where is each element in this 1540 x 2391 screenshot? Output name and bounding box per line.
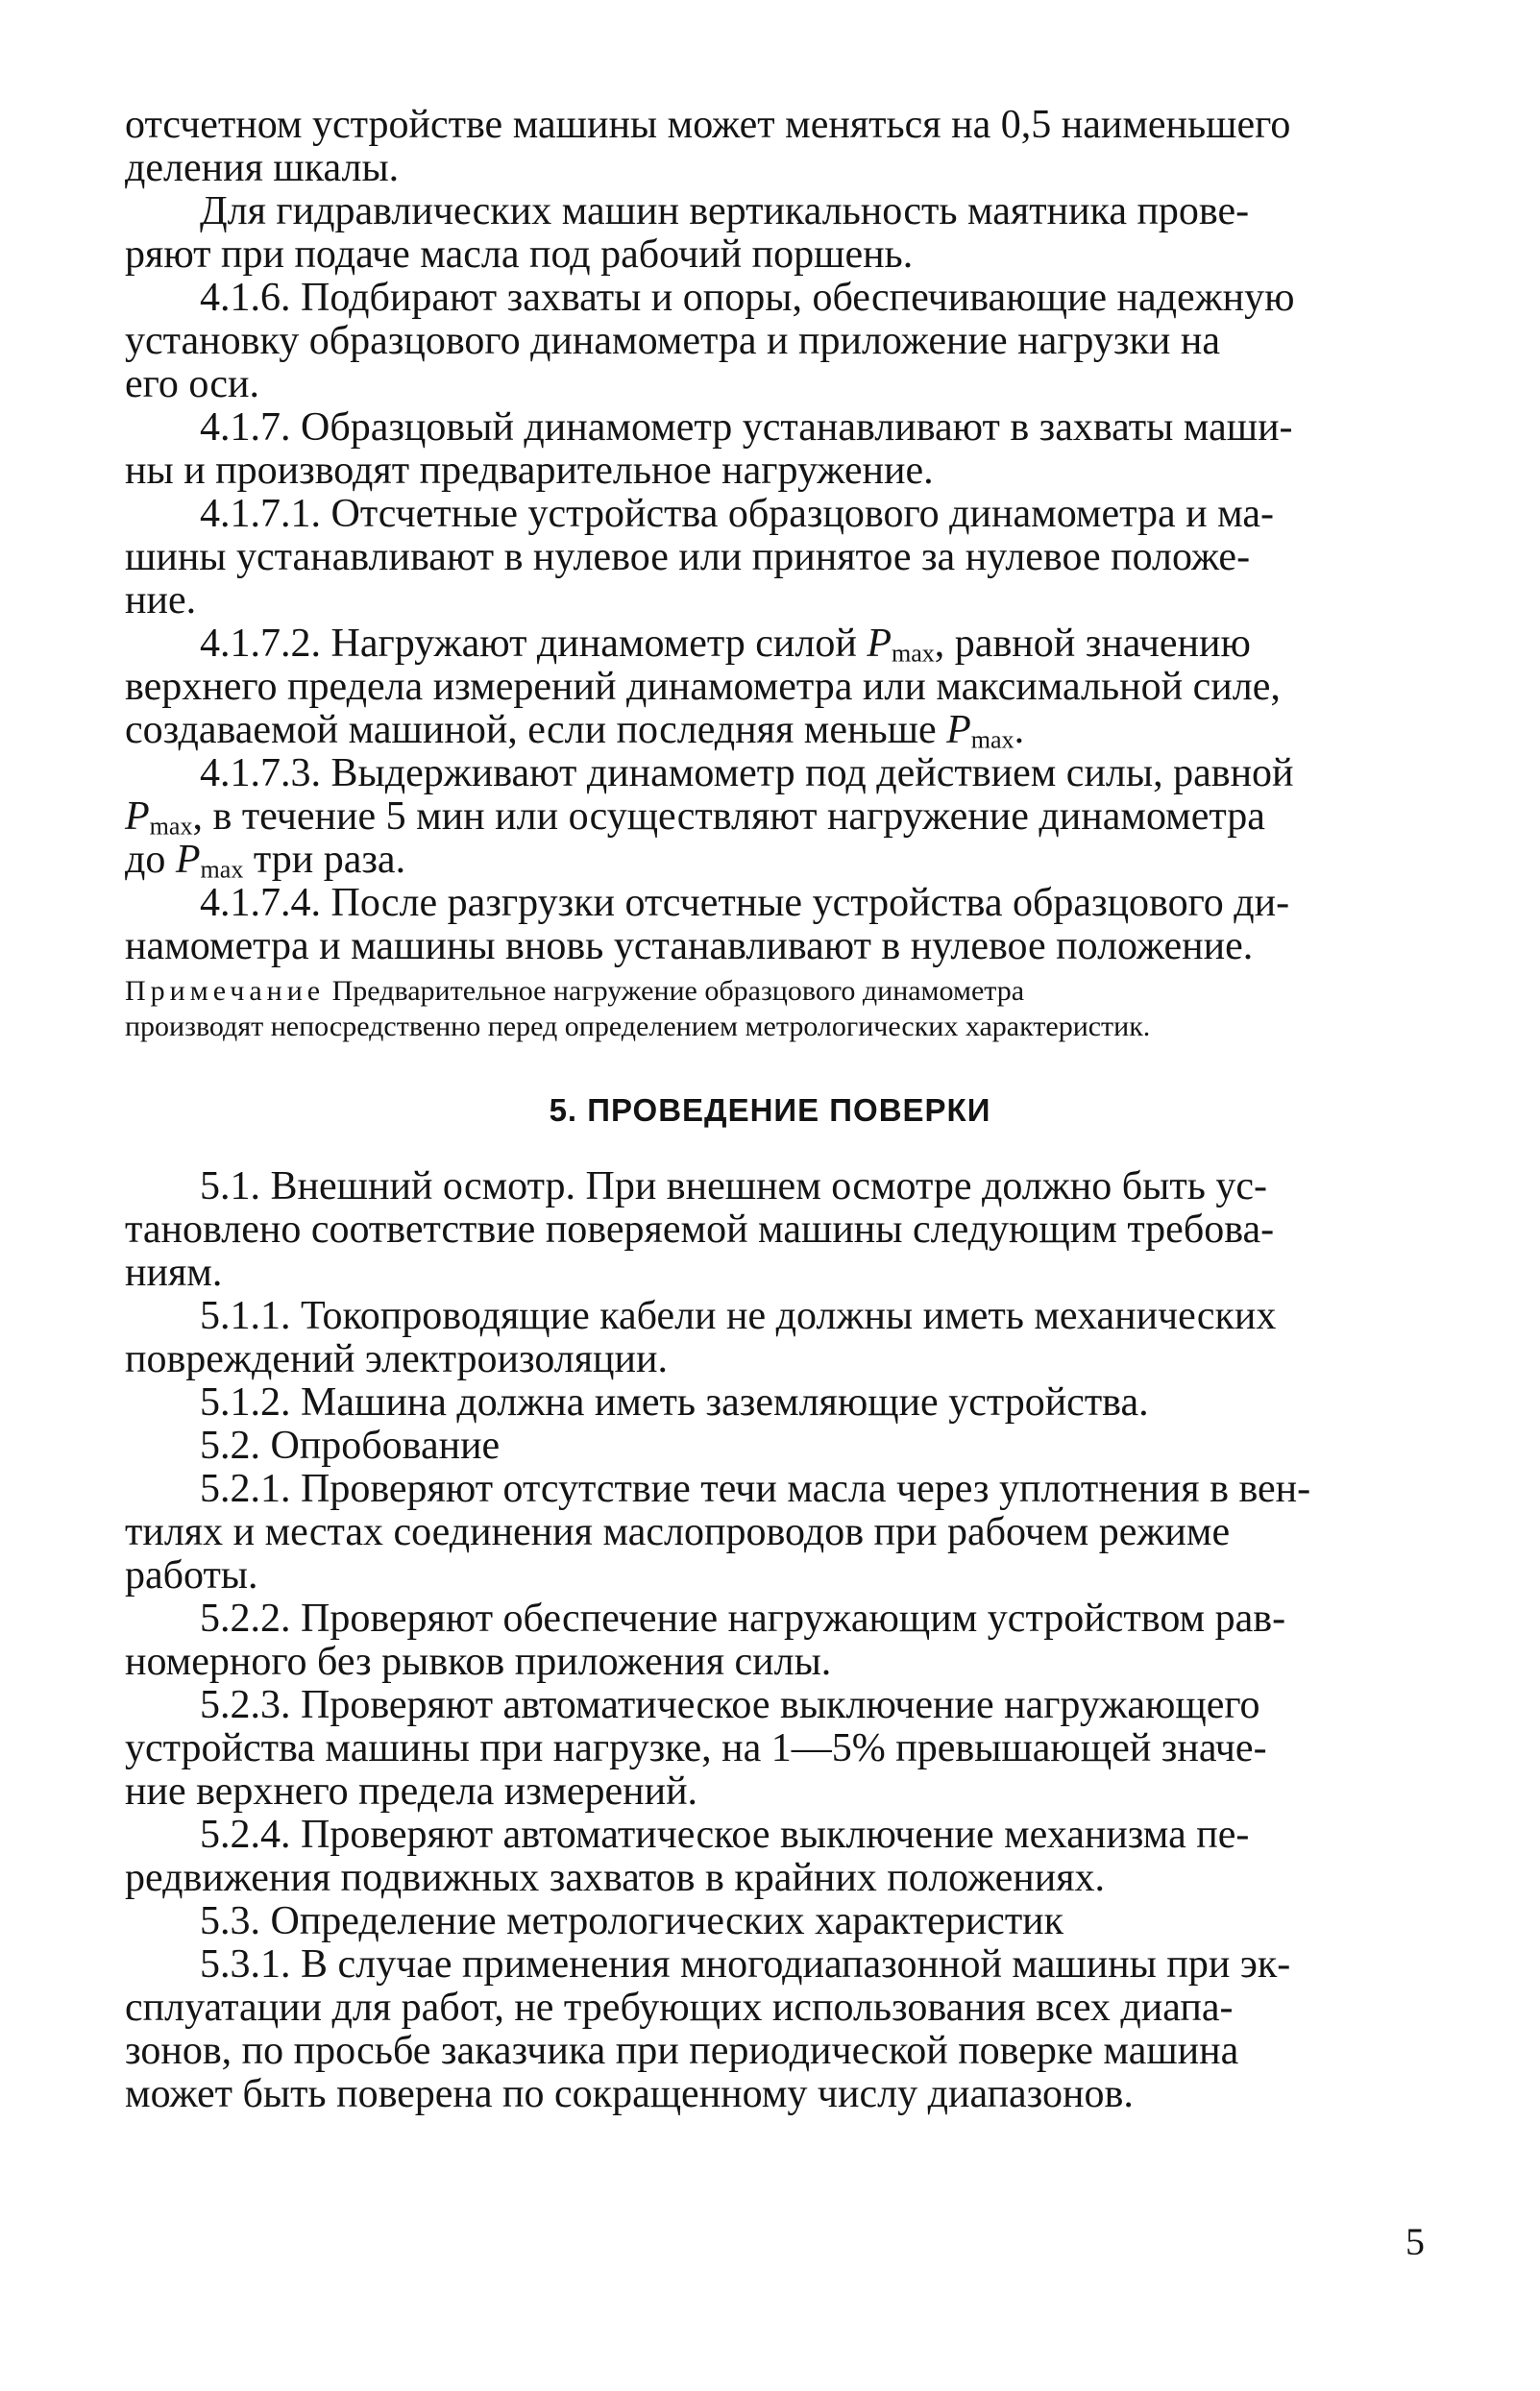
text-line: 5.2. Опробование — [200, 1424, 501, 1468]
text-line: ние. — [125, 578, 197, 622]
symbol-subscript: max — [200, 855, 244, 884]
text-line: 4.1.6. Подбирают захваты и опоры, обеспечивающие надежную — [200, 276, 1295, 320]
text-line: 5.1.1. Токопроводящие кабели не должны иметь механических — [200, 1294, 1277, 1338]
text-line: 4.1.7. Образцовый динамометр устанавливают в захваты маши- — [200, 405, 1293, 450]
text-line: деления шкалы. — [125, 146, 400, 190]
text-line: отсчетном устройстве машины может меняться на 0,5 наименьшего — [125, 103, 1291, 147]
text-fragment: три раза. — [253, 838, 406, 882]
text-line: намометра и машины вновь устанавливают в нулевое положение. — [125, 924, 1254, 968]
text-line: 5.2.1. Проверяют отсутствие течи масла через уплотнения в вен- — [200, 1467, 1311, 1511]
note-label: Примечание — [125, 975, 326, 1007]
text-line: повреждений электроизоляции. — [125, 1337, 668, 1381]
text-line: 5.1.2. Машина должна иметь заземляющие устройства. — [200, 1380, 1149, 1425]
symbol-p: P — [867, 622, 892, 666]
note-line — [125, 973, 1441, 1009]
text-line: 4.1.7.3. Выдерживают динамометр под действием силы, равной — [200, 751, 1294, 795]
text-line: 4.1.7.1. Отсчетные устройства образцового динамометра и ма- — [200, 492, 1275, 536]
text-line: номерного без рывков приложения силы. — [125, 1640, 832, 1684]
text-line: верхнего предела измерений динамометра или максимальной силе, — [125, 665, 1281, 709]
text-fragment: до — [125, 838, 166, 882]
text-line: его оси. — [125, 362, 259, 406]
text-line: сплуатации для работ, не требующих использования всех диапа- — [125, 1986, 1234, 2030]
text-fragment: , равной значению — [934, 622, 1251, 666]
text-fragment: 4.1.7.2. Нагружают динамометр силой — [200, 622, 857, 666]
symbol-subscript: max — [891, 639, 935, 668]
text-line: зонов, по просьбе заказчика при периодической поверке машина — [125, 2029, 1239, 2073]
text-line: ние верхнего предела измерений. — [125, 1769, 698, 1814]
symbol-subscript: max — [970, 725, 1014, 754]
text-line: ниям. — [125, 1251, 223, 1295]
text-line — [125, 795, 1441, 839]
text-line: 5.3. Определение метрологических характеристик — [200, 1899, 1064, 1943]
text-line: Для гидравлических машин вертикальность маятника прове- — [200, 189, 1250, 233]
text-line: 5.2.3. Проверяют автоматическое выключение нагружающего — [200, 1683, 1260, 1727]
text-line — [125, 709, 1441, 752]
section-4-text — [125, 104, 1441, 968]
text-fragment: , в течение 5 мин или осуществляют нагружение динамометра — [192, 794, 1265, 839]
note-text: Предварительное нагружение образцового динамометра — [325, 975, 1025, 1007]
text-line: редвижения подвижных захватов в крайних положениях. — [125, 1856, 1106, 1900]
text-line: может быть поверена по сокращенному числу диапазонов. — [125, 2072, 1134, 2116]
text-line: ны и производят предварительное нагружение. — [125, 449, 934, 493]
section-heading: 5. ПРОВЕДЕНИЕ ПОВЕРКИ — [549, 1092, 991, 1128]
note-block — [125, 973, 1441, 1044]
text-fragment: . — [1014, 708, 1025, 752]
text-line: 5.1. Внешний осмотр. При внешнем осмотре должно быть ус- — [200, 1164, 1267, 1208]
section-5-text — [125, 1165, 1441, 2116]
page-number: 5 — [1406, 2220, 1425, 2263]
text-line: 4.1.7.4. После разгрузки отсчетные устройства образцового ди- — [200, 881, 1290, 925]
symbol-p: P — [175, 838, 201, 882]
text-line — [125, 839, 1441, 882]
text-fragment: создаваемой машиной, если последняя меньше — [125, 708, 937, 752]
symbol-subscript: max — [149, 812, 193, 841]
text-line: шины устанавливают в нулевое или принятое за нулевое положе- — [125, 535, 1251, 579]
text-line: установку образцового динамометра и приложение нагрузки на — [125, 319, 1220, 363]
text-line — [125, 622, 1441, 666]
text-line: тилях и местах соединения маслопроводов при рабочем режиме — [125, 1510, 1231, 1554]
text-line: тановлено соответствие поверяемой машины следующим требова- — [125, 1208, 1275, 1252]
note-line: производят непосредственно перед определением метрологических характеристик. — [125, 1011, 1151, 1042]
symbol-p: P — [946, 708, 971, 752]
text-line: 5.2.4. Проверяют автоматическое выключение механизма пе- — [200, 1813, 1250, 1857]
text-line: работы. — [125, 1553, 258, 1598]
text-line: 5.3.1. В случае применения многодиапазонной машины при эк- — [200, 1942, 1291, 1987]
text-line: устройства машины при нагрузке, на 1—5% превышающей значе- — [125, 1726, 1267, 1770]
symbol-p: P — [125, 794, 150, 839]
text-line: ряют при подаче масла под рабочий поршень. — [125, 232, 914, 277]
text-line: 5.2.2. Проверяют обеспечение нагружающим устройством рав- — [200, 1597, 1286, 1641]
